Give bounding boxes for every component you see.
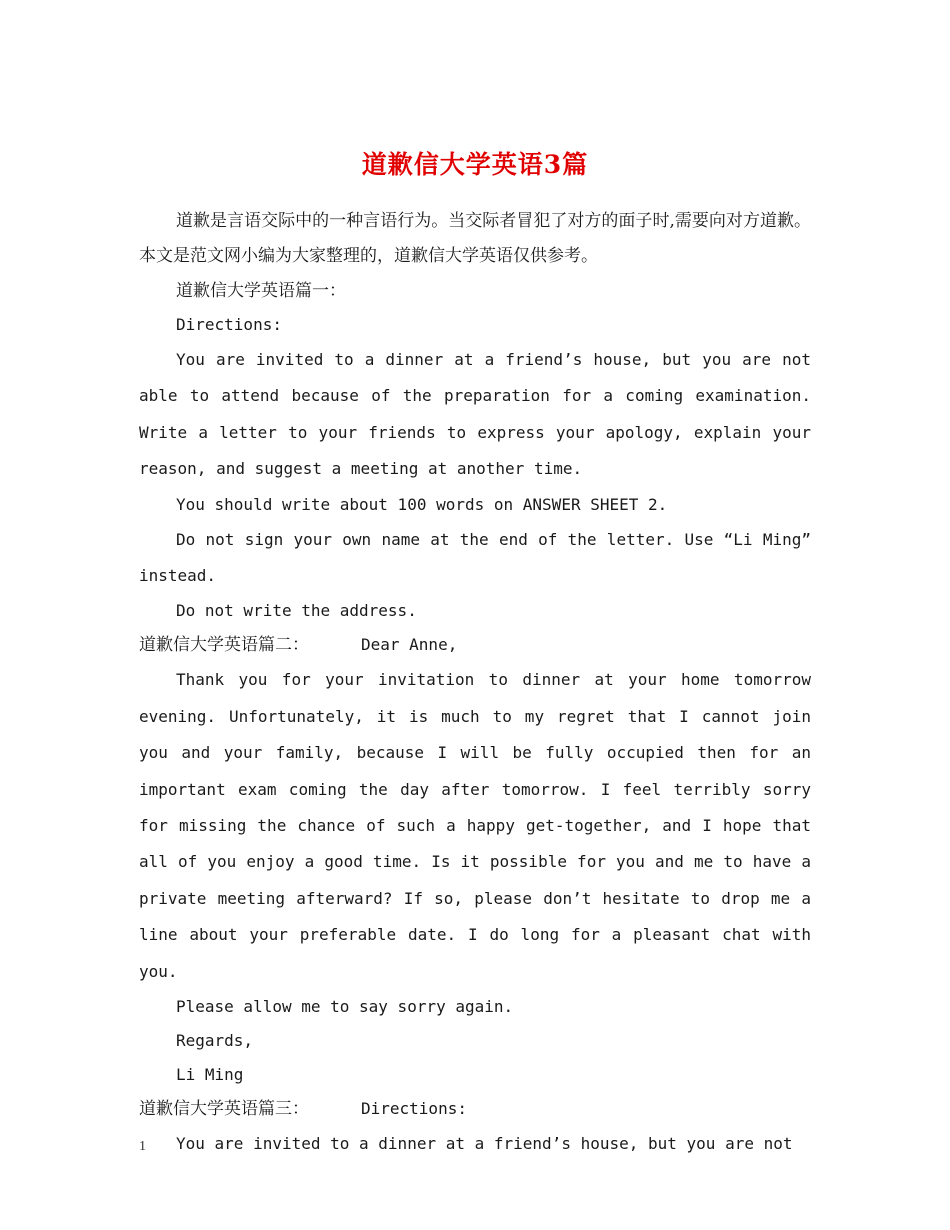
part1-directions-label: Directions: [176,315,282,334]
letter-salutation: Dear Anne, [361,635,458,655]
part3-directions-label: Directions: [361,1099,467,1119]
part1-task-paragraph: You are invited to a dinner at a friend’s house, but you are not able to attend because of the preparation for a coming examination. Write a letter to your friends to express your apology, explain your reason, and suggest a meeting at another time. [139,350,811,479]
part3-heading-line [139,1092,811,1126]
letter-signature: Li Ming [176,1065,244,1085]
part1-heading: 道歉信大学英语篇一： [176,281,346,301]
letter-body: Thank you for your invitation to dinner at your home tomorrow evening. Unfortunately, it is much to my regret that I cannot join you and your family, because I will be fully occupied then for an important exam coming the day after tomorrow. I feel terribly sorry for missing the chance of such a happy get-together, and I hope that all of you enjoy a good time. Is it possible for you and me to have a private meeting afterward? If so, please don’t hesitate to drop me a line about your preferable date. I do long for a pleasant chat with you. [139,670,811,981]
part1-sign-instruction: Do not sign your own name at the end of the letter. Use “Li Ming” instead. [139,529,811,586]
page-number: 1 [139,1139,146,1154]
part2-heading: 道歉信大学英语篇二： [139,635,309,656]
part2-heading-line [139,628,811,662]
document-title: 道歉信大学英语3篇 [361,149,589,179]
part3-task-start: You are invited to a dinner at a friend’s house, but you are not [176,1134,793,1154]
part1-address-instruction: Do not write the address. [176,601,417,621]
part1-word-count: You should write about 100 words on ANSWER SHEET 2. [176,494,668,514]
intro-paragraph: 道歉是言语交际中的一种言语行为。当交际者冒犯了对方的面子时,需要向对方道歉。本文是范文网小编为大家整理的，道歉信大学英语仅供参考。 [139,211,811,266]
document-body [139,204,811,1163]
part3-heading: 道歉信大学英语篇三： [139,1099,309,1120]
letter-closing: Regards, [176,1031,254,1051]
letter-apology: Please allow me to say sorry again. [176,997,514,1017]
